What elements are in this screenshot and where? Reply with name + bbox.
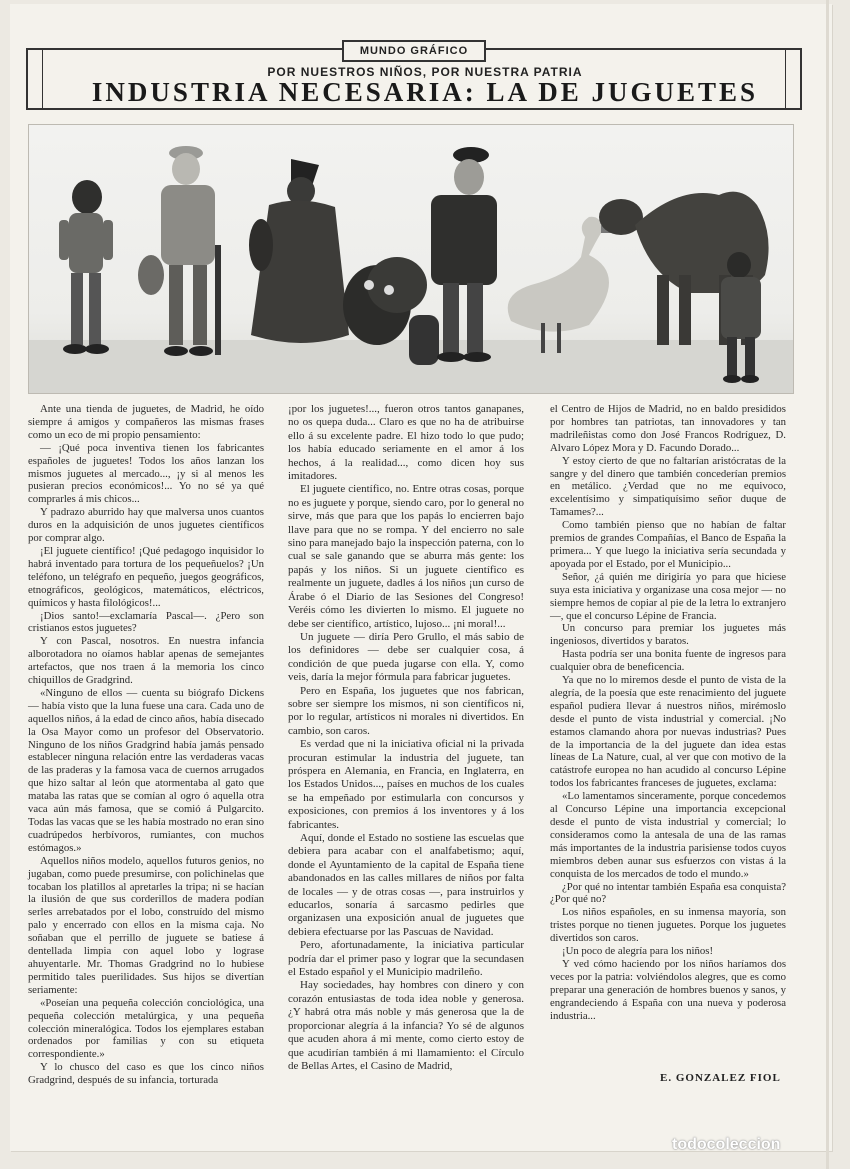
paragraph: Ya que no lo miremos desde el punto de vista de la alegría, de la poesía que este renacimiento del juguete español pudiera llevar á nuestros niños, mirémoslo desde el punto de vista industrial y comercial. ¡No estamos clamando ahora por nuevas industrias? Pues de la importancia de la del juguete dan idea estas líneas de La Nature, cual, al ver que con motivo de la catástrofe europea no han acudido al concurso Lépine todos los fabricantes franceses de juguetes, exclama: [550, 674, 786, 790]
paragraph: Y lo chusco del caso es que los cinco niños Gradgrind, después de su infancia, torturada [28, 1061, 264, 1087]
paragraph: el Centro de Hijos de Madrid, no en baldo presididos por hombres tan patriotas, tan innovadores y tan madrileñistas como don José Francos Rodríguez, D. Alvaro López Mora y D. Facundo Dorado... [550, 403, 786, 454]
kicker: POR NUESTROS NIÑOS, POR NUESTRA PATRIA [267, 65, 583, 79]
paragraph: Como también pienso que no habían de faltar premios de grandes Compañías, el Banco de España la primera... Y que luego la iniciativa sería secundada y apoyada por el Estado, por el Municipio... [550, 519, 786, 570]
paragraph: «Ninguno de ellos — cuenta su biógrafo Dickens — había visto que la luna fuese una cara. Cada uno de aquellos niños, á la edad de cinco años, había disecado la Osa Mayor como un profesor del Observatorio. Ninguno de los niños Gradgrind había jamás pensado establecer ninguna relación entre las verdaderas vacas de las praderas y la famosa vaca de cuernos arrugados que hizo saltar al león que atormentaba al gato que mataba las ratas que se comían al ogro ó aquella otra vaca aún más famosa, que se comió á Pulgarcito. Todas las vacas que se les había mostrado no eran sino cuadrúpedos herbívoros, rumiantes, con muchos estómagos.» [28, 686, 264, 854]
paragraph: El juguete científico, no. Entre otras cosas, porque no es juguete y porque, siendo caro, por lo general no sirve, más que para que los papás lo encierren bajo llave para que no se rompa. Y del encierro no sale sino para manejado bajo la inspección paterna, con lo cual se sale ganando que se aburra más gente: los papás y los niños. Si un juguete científico es realmente un juguete, dadles á los niños ¡un curso de Árabe ó el Diario de las Sesiones del Congreso! Veréis cómo les divierten lo mismo. El juguete no debe ser científico, artístico, lujoso... ¡ni moral!... [288, 483, 524, 630]
paragraph: Un juguete — diría Pero Grullo, el más sabio de los definidores — debe ser cualquier cosa, á condición de que pueda jugarse con ella. Y, como veis, daría la mejor fórmula para fabricar juguetes. [288, 630, 524, 684]
paragraph: ¡por los juguetes!..., fueron otros tantos ganapanes, no os quepa duda... Claro es que no ha de atribuirse ello á su excelente padre. El hizo todo lo que pudo; los había educado seriamente en el amor á los hechos, á la realidad..., como dicen hoy sus imitadores. [288, 403, 524, 483]
article-column-1 [28, 403, 264, 1087]
paragraph: Señor, ¿á quién me dirigiría yo para que hiciese suya esta iniciativa y organizase una cosa mejor — no siempre hemos de copiar al pie de la letra lo extranjero —, que el concurso Lépine de Francia. [550, 570, 786, 622]
page-fold-shadow [826, 0, 829, 1169]
paragraph: Y estoy cierto de que no faltarían aristócratas de la sangre y del dinero que también concederían premios en metálico. ¿Verdad que no me equivoco, excelentísimo y simpatiquísimo señor duque de Tamames?... [550, 454, 786, 519]
toy-man-with-hat [138, 146, 221, 356]
toy-boy-in-cap [431, 147, 497, 362]
headline: INDUSTRIA NECESARIA: LA DE JUGUETES [91, 77, 759, 107]
paragraph: Y ved cómo haciendo por los niños haríamos dos veces por la patria: volviéndolos alegres, que es como preparar una generación de hombres buenos y sanos, y engrandeciendo á España con una nueva y poderosa industria... [550, 957, 786, 1022]
paragraph: Y padrazo aburrido hay que malversa unos cuantos duros en la adquisición de unos juguetes científicos por comprar algo. [28, 506, 264, 545]
paragraph: Pero en España, los juguetes que nos fabrican, sobre ser siempre los mismos, ni son científicos ni, por lo regular, artísticos ni morales ni divertidos. En cambio, son caros. [288, 684, 524, 737]
toy-goose [508, 217, 619, 353]
paragraph: ¡Un poco de alegría para los niños! [562, 945, 714, 958]
paragraph: «Poseían una pequeña colección conciológica, una pequeña colección metalúrgica, y una pequeña colección mineralógica. Todos los ejemplares estaban ordenados por familias y con su etiqueta correspondiente.» [28, 996, 264, 1061]
magazine-name: MUNDO GRÁFICO [342, 40, 486, 62]
paragraph: Y con Pascal, nosotros. En nuestra infancia alborotadora no oíamos hablar apenas de semejantes artefactos, que nos traen á la memoria los cinco chiquillos de Gradgrind. [28, 635, 264, 687]
paragraph: ¡Dios santo!—exclamaría Pascal—. ¿Pero son cristianos estos juguetes? [28, 609, 264, 635]
paragraph: Aquellos niños modelo, aquellos futuros genios, no jugaban, como puede presumirse, con polichinelas que tocaban los platillos al apretarles la tripa; ni se hacían la ilusión de que sus corderillos de madera podían serles arrebatados por el lobo, construído del mismo palo y encerrado con ellos en la misma caja. No soñaban que el perrillo de juguete se batiese á dentellada limpia con aquel lobo y lograse ahuyentarle. Mr. Thomas Gradgrind no lo hubiese permitido tales puerilidades. Sus hijos se divertían seriamente: [28, 854, 264, 996]
author-signature: E. GONZALEZ FIOL [660, 1072, 781, 1084]
paragraph: Hasta podría ser una bonita fuente de ingresos para cualquier obra de beneficencia. [550, 648, 786, 674]
paragraph: Aquí, donde el Estado no sostiene las escuelas que debiera para acabar con el analfabetismo; aquí, donde el Ayuntamiento de la capital de España tiene abandonados en las calles millares de niños por falta de locales — y de otras cosas —, para instruirlos y educarlos, sonaría á sarcasmo pedirles que organizasen una exposición anual de juguetes que debiera efectuarse por las Pascuas de Navidad. [288, 832, 524, 938]
paragraph: ¿Por qué no intentar también España esa conquista? ¿Por qué no? [550, 880, 786, 906]
site-watermark: todocoleccion [672, 1136, 781, 1153]
paragraph: — ¡Qué poca inventiva tienen los fabricantes españoles de juguetes! Todos los años lanzan los mismos juguetes al mercado..., ¡y si al menos les pusieran precios económicos!... Yo no sé ya qué comprarles á mis chicos... [28, 441, 264, 506]
toys-photograph [28, 124, 794, 394]
toy-cloaked-figure [249, 159, 349, 343]
paragraph: Hay sociedades, hay hombres con dinero y con corazón entusiastas de toda idea noble y generosa. ¿Y habrá otra más noble y más generosa que la de proporcionar alegría á la infancia? Yo sé de algunos que acuden ahora á mi mente, como cierto estoy de que acudirían también á mi llamamiento: el Círculo de Bellas Artes, el Casino de Madrid, [288, 979, 524, 1072]
paragraph: Los niños españoles, en su inmensa mayoría, son tristes porque no tienen juguetes. Porque los juguetes divertidos son caros. [550, 906, 786, 945]
article-column-3 [550, 403, 786, 1023]
paragraph: ¡El juguete científico! ¡Qué pedagogo inquisidor lo habrá inventado para tortura de los pequeñuelos? ¡Un teléfono, un telégrafo en pequeño, juegos geográficos, etnográficos, geológicos, matemáticos, eléctricos, químicos y hasta filológicos!... [28, 544, 264, 609]
toys-photograph-drawing [29, 125, 793, 393]
toy-boy-doll [59, 180, 113, 354]
paragraph: Un concurso para premiar los juguetes más ingeniosos, divertidos y baratos. [550, 622, 786, 648]
paragraph: «Lo lamentamos sinceramente, porque concedemos al Concurso Lépine una importancia excepcional desde el punto de vista industrial y comercial; lo consideramos como la antesala de una de las ramas más importantes de la industria parisiense todos cuyos miembros deben aunar sus esfuerzos con vistas á la conquista de los mercados de todo el mundo.» [550, 790, 786, 880]
paragraph: Ante una tienda de juguetes, de Madrid, he oído siempre á amigos y compañeros las mismas frases como un eco de mi propio pensamiento: [28, 403, 264, 441]
paragraph: Es verdad que ni la iniciativa oficial ni la privada procuran estimular la industria del juguete, tan próspera en Alemania, en Francia, en Inglaterra, en los Estados Unidos..., países en muchos de los cuales se ha empeñado por estimularla con concursos y exposiciones, con premios á los inventores y á los fabricantes. [288, 738, 524, 831]
article-column-2 [288, 403, 524, 1073]
paragraph: Pero, afortunadamente, la iniciativa particular podría dar el primer paso y lograr que la secundasen el Estado español y el Municipio madrileño. [288, 939, 524, 979]
